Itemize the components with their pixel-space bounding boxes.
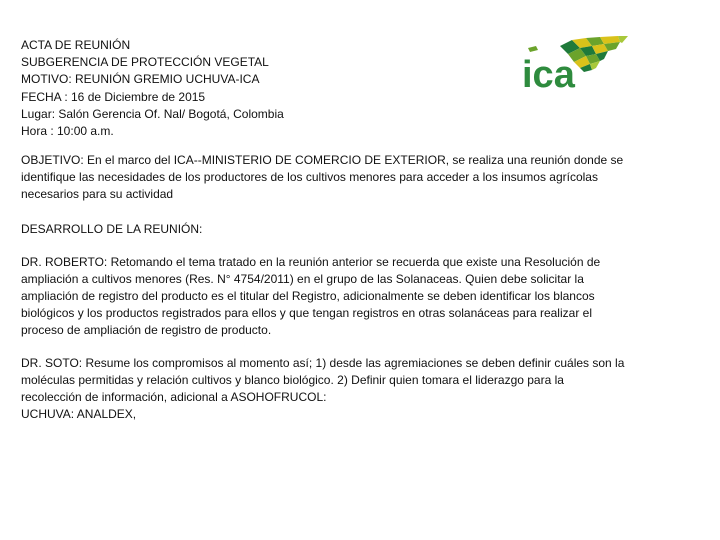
desarrollo-heading: DESARROLLO DE LA REUNIÓN:: [21, 222, 203, 236]
roberto-line: DR. ROBERTO: Retomando el tema tratado en la reunión anterior se recuerda que existe una Resolución de: [21, 255, 601, 269]
roberto-line: biológicos y los productos registrados para ellos y que tengan registros en otras solanáceas para realizar el: [21, 306, 592, 320]
objetivo-paragraph: [21, 152, 661, 203]
header-lugar: Lugar: Salón Gerencia Of. Nal/ Bogotá, Colombia: [21, 106, 284, 121]
meeting-header: [21, 37, 491, 140]
objetivo-line: identifique las necesidades de los productores de los cultivos menores para acceder a los insumos agrícolas: [21, 170, 598, 184]
soto-paragraph: [21, 355, 661, 423]
soto-line: UCHUVA: ANALDEX,: [21, 407, 137, 421]
soto-line: recolección de información, adicional a ASOHOFRUCOL:: [21, 390, 327, 404]
roberto-paragraph: [21, 254, 661, 339]
header-motivo: MOTIVO: REUNIÓN GREMIO UCHUVA-ICA: [21, 72, 260, 87]
roberto-line: proceso de ampliación de registro de producto.: [21, 323, 272, 337]
header-title: ACTA DE REUNIÓN: [21, 38, 131, 52]
objetivo-line: necesarios para su actividad: [21, 187, 174, 201]
roberto-line: ampliación de registro del producto es el titular del Registro, adicionalmente se deben identificar los blancos: [21, 289, 595, 303]
ica-logo-text: ica: [522, 54, 575, 92]
header-fecha: FECHA : 16 de Diciembre de 2015: [21, 89, 206, 104]
header-hora: Hora : 10:00 a.m.: [21, 124, 114, 139]
soto-line: moléculas permitidas y relación cultivos y blanco biológico. 2) Definir quien tomara el liderazgo para la: [21, 373, 564, 387]
soto-line: DR. SOTO: Resume los compromisos al momento así; 1) desde las agremiaciones se deben definir cuáles son la: [21, 356, 625, 370]
roberto-line: ampliación a cultivos menores (Res. N° 4754/2011) en el grupo de las Solanaceas. Quien debe solicitar la: [21, 272, 584, 286]
header-subgerencia: SUBGERENCIA DE PROTECCIÓN VEGETAL: [21, 55, 269, 70]
ica-logo-icon: [520, 34, 632, 92]
objetivo-line: OBJETIVO: En el marco del ICA--MINISTERIO DE COMERCIO DE EXTERIOR, se realiza una reunión donde se: [21, 153, 624, 167]
